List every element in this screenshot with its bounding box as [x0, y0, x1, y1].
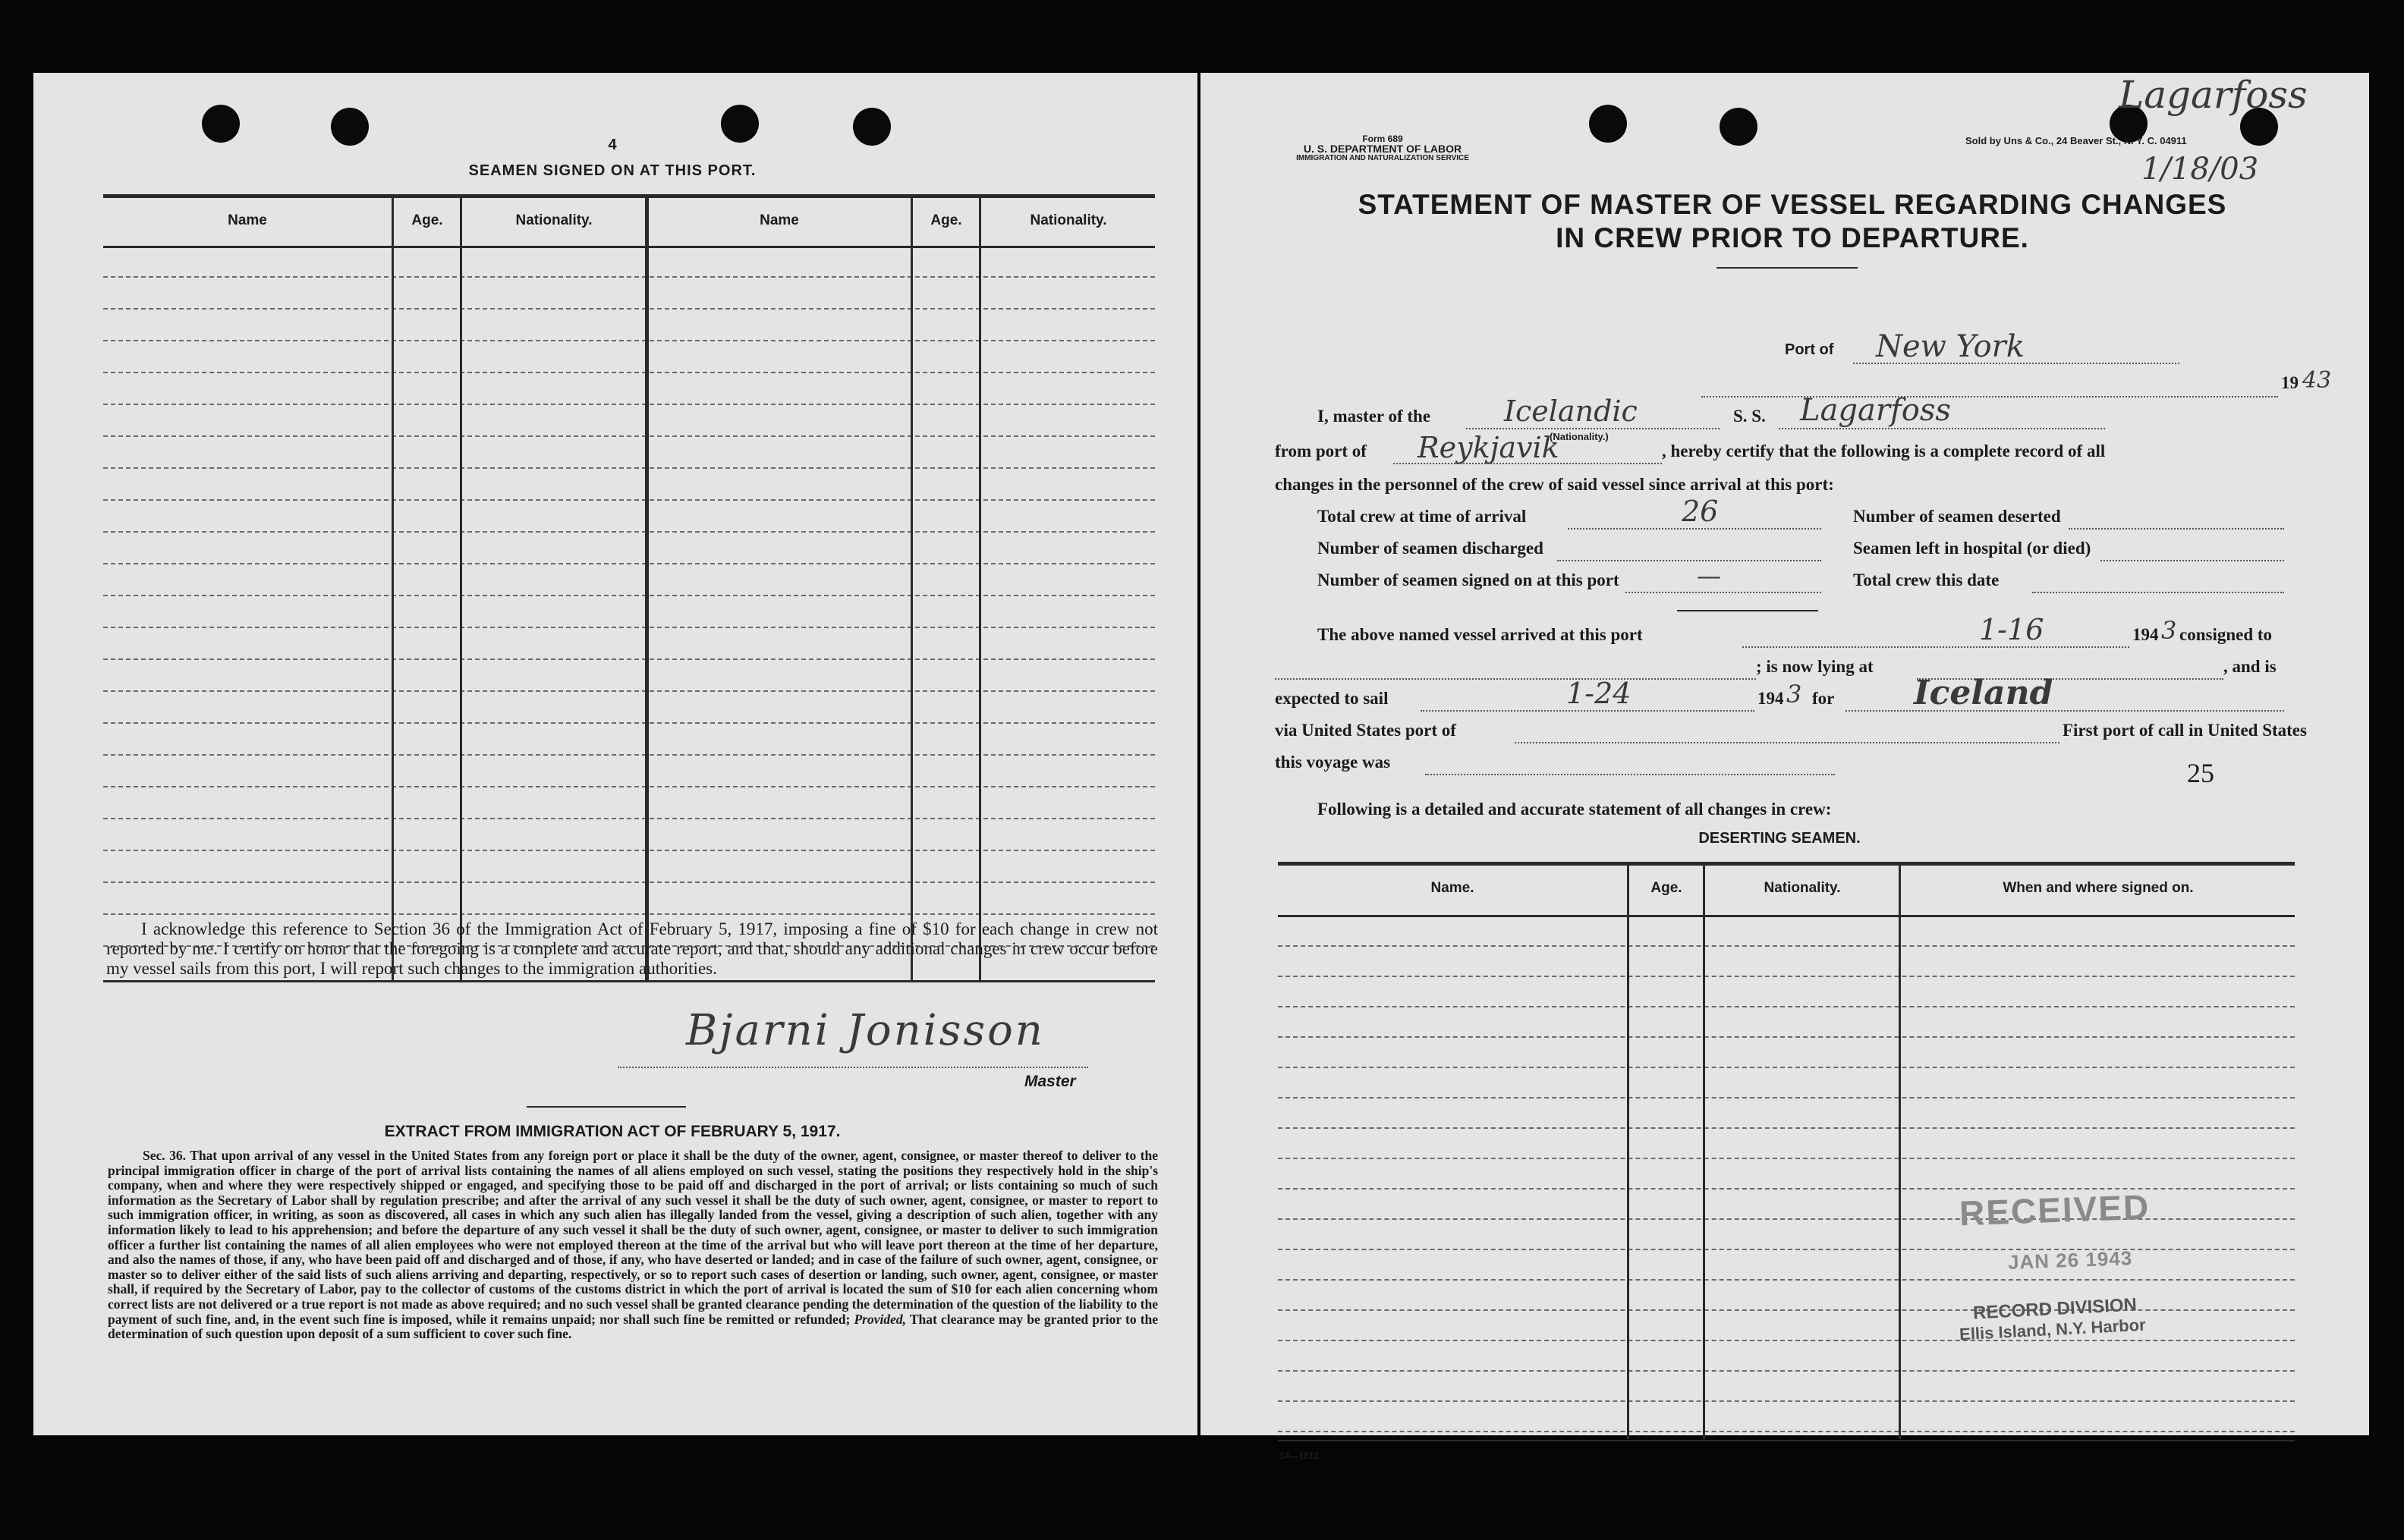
form-number: Form 689 [1362, 134, 1403, 144]
signed-on-title: SEAMEN SIGNED ON AT THIS PORT. [468, 162, 757, 179]
page-number: 4 [608, 137, 617, 153]
table-row [1278, 1340, 2295, 1341]
proviso-body: That clearance may be granted prior to the determination of such question upon deposit of a sum sufficient to cover such fine. [108, 1311, 1159, 1342]
signed-on-label: Number of seamen signed on at this port [1317, 570, 1619, 589]
received-stamp-date: JAN 26 1943 [2007, 1246, 2133, 1274]
table-row [1278, 1036, 2295, 1038]
voyage-label: this voyage was [1275, 753, 1391, 772]
master-signature: Bjarni Jonisson [686, 1006, 1045, 1055]
discharged-field[interactable] [1557, 539, 1821, 561]
and-is-label: , and is [2223, 657, 2277, 676]
voyage-field[interactable] [1425, 753, 1835, 775]
from-port-value: Reykjavik [1418, 431, 1559, 464]
table-row [103, 818, 1155, 819]
total-crew-arrival-label: Total crew at time of arrival [1317, 507, 1527, 526]
arrived-label: The above named vessel arrived at this port [1317, 625, 1643, 644]
master-of-label: I, master of the [1317, 407, 1431, 426]
table-row [1278, 1431, 2295, 1432]
ellis-island-stamp: Ellis Island, N.Y. Harbor [1959, 1315, 2147, 1344]
port-of-label: Port of [1785, 341, 1834, 358]
left-page [33, 73, 1197, 1435]
following-text: Following is a detailed and accurate statement of all changes in crew: [1317, 800, 1832, 819]
changes-text: changes in the personnel of the crew of said vessel since arrival at this port: [1275, 475, 1834, 494]
table-row [103, 627, 1155, 628]
column-header-nationality: Nationality. [515, 212, 593, 228]
date-field[interactable] [1701, 375, 2278, 398]
lying-label: ; is now lying at [1756, 657, 1874, 676]
deserting-title: DESERTING SEAMEN. [1698, 830, 1861, 847]
table-row [1278, 1067, 2295, 1068]
desert-header-nationality: Nationality. [1764, 880, 1841, 896]
received-stamp: RECEIVED [1959, 1186, 2151, 1234]
table-row [103, 754, 1155, 756]
column-header-name: Name [228, 212, 267, 228]
arrived-year-prefix: 194 [2132, 625, 2159, 644]
table-row [103, 595, 1155, 596]
table-row [1278, 1006, 2295, 1007]
form-title [1231, 188, 2354, 255]
table-row [1278, 976, 2295, 977]
table-row [1278, 1158, 2295, 1159]
signed-on-value: — [1697, 561, 1721, 590]
stamped-number: 25 [2187, 758, 2214, 788]
record-division-stamp: RECORD DIVISION [1972, 1294, 2138, 1324]
extract-title: EXTRACT FROM IMMIGRATION ACT OF FEBRUARY 5, 1917. [384, 1123, 841, 1140]
table-row [103, 882, 1155, 883]
section-label: Sec. 36. [143, 1148, 186, 1163]
column-header-age: Age. [930, 212, 962, 228]
consigned-label: consigned to [2179, 625, 2273, 644]
section-36-text [108, 1149, 1158, 1342]
arrived-date-value: 1-16 [1979, 613, 2044, 646]
sail-year-prefix: 194 [1757, 689, 1784, 708]
column-header-nationality: Nationality. [1030, 212, 1107, 228]
expected-label: expected to sail [1275, 689, 1389, 708]
hospital-label: Seamen left in hospital (or died) [1853, 539, 2091, 558]
handwritten-vessel-name: Lagarfoss [2119, 73, 2308, 117]
total-crew-arrival-value: 26 [1682, 495, 1719, 528]
signed-on-field[interactable] [1625, 570, 1821, 593]
desert-header-age: Age. [1650, 880, 1682, 896]
title-line-1: STATEMENT OF MASTER OF VESSEL REGARDING CHANGES [1358, 189, 2227, 220]
table-row [1278, 1249, 2295, 1250]
port-of-value: New York [1876, 329, 2025, 364]
ss-label: S. S. [1733, 407, 1766, 426]
footer-code: 14—1613 [1279, 1450, 1320, 1461]
table-row [103, 786, 1155, 787]
table-row [103, 404, 1155, 405]
desert-header-name: Name. [1430, 880, 1474, 896]
sail-date-value: 1-24 [1566, 677, 1632, 710]
title-line-2: IN CREW PRIOR TO DEPARTURE. [1556, 222, 2029, 253]
table-row [1278, 1400, 2295, 1402]
table-row [1278, 945, 2295, 947]
nationality-value: Icelandic [1504, 394, 1638, 428]
destination-value: Iceland [1914, 674, 2053, 712]
table-row [103, 722, 1155, 724]
table-row [1278, 1127, 2295, 1129]
table-row [1278, 1279, 2295, 1281]
certify-text: , hereby certify that the following is a complete record of all [1662, 442, 2106, 460]
consignee-field[interactable] [1275, 657, 1756, 680]
form-header [1246, 135, 1519, 162]
deserted-label: Number of seamen deserted [1853, 507, 2061, 526]
proviso-label: Provided, [854, 1311, 906, 1327]
table-row [103, 658, 1155, 660]
via-port-field[interactable] [1515, 721, 2059, 743]
desert-header-signed-on: When and where signed on. [2003, 880, 2194, 896]
section-body: That upon arrival of any vessel in the United States from any foreign port or place it shall be the duty of the owner, agent, consignee, or master thereof to deliver to the principal immigration officer in charge of the port of arrival lists containing the names of all aliens employed on such vessel, stating the positions they respectively hold in the ship's company, when and where they were respectively shipped or engaged, and specifying those to be paid off and discharged in the port of arrival; or lists containing so much of such information as the Secretary of Labor shall by regulation prescribe; and after the arrival of any such vessel it shall be the duty of such owner, agent, consignee, or master to report to such immigration officer, in writing, as soon as discovered, all cases in which any such alien has illegally landed from the vessel, giving a description of such alien, together with any information likely to lead to his apprehension; and before the departure of any such vessel it shall be the duty of such owner, agent, consignee, or master to deliver to such immigration officer a further list containing the names of all alien employees who were not employed thereon at the time of the arrival but who will leave port thereon at the time of her departure, and also the names of those, if any, who have been paid off and discharged and of those, if any, who have deserted or landed; and in case of the failure of such owner, agent, consignee, or master so to deliver either of the said lists of such aliens arriving and departing, respectively, or so to report such cases of desertion or landing, such owner, agent, consignee, or master shall, if required by the Secretary of Labor, pay to the collector of customs of the customs district in which the port of arrival is located the sum of $10 for each alien concerning whom correct lists are not delivered or a true report is not made as above required; and no such vessel shall be granted clearance pending the determination of the question of the liability to the payment of such fine, and, in the event such fine is imposed, while it remains unpaid; nor shall such fine be remitted or refunded; [108, 1148, 1158, 1327]
sail-year-value: 3 [1786, 680, 1802, 709]
from-port-label: from port of [1275, 442, 1367, 460]
table-row [1278, 1097, 2295, 1098]
right-page [1200, 73, 2369, 1461]
acknowledgment-paragraph: I acknowledge this reference to Section 36 of the Immigration Act of February 5, 1917, imposing a fine of $10 for each change in crew not reported by me. I certify on honor that the foregoing is a complete and accurate report, and that, should any additional changes in crew occur before my vessel sails from this port, I will report such changes to the immigration authorities. [106, 919, 1158, 978]
table-row [103, 913, 1155, 915]
total-crew-date-field[interactable] [2032, 570, 2284, 593]
arrived-year-value: 3 [2161, 616, 2177, 645]
via-label: via United States port of [1275, 721, 1456, 740]
year-prefix: 19 [2281, 373, 2299, 392]
table-row [103, 690, 1155, 692]
table-row [103, 531, 1155, 533]
table-row [103, 499, 1155, 501]
table-row [103, 372, 1155, 373]
table-row [103, 308, 1155, 310]
for-label: for [1812, 689, 1835, 708]
column-header-name: Name [760, 212, 799, 228]
table-row [103, 340, 1155, 341]
table-row [103, 276, 1155, 278]
vessel-value: Lagarfoss [1800, 393, 1951, 428]
service-label: IMMIGRATION AND NATURALIZATION SERVICE [1296, 154, 1469, 162]
arrived-date-field[interactable] [1742, 625, 2129, 648]
deserted-field[interactable] [2069, 507, 2284, 530]
total-crew-date-label: Total crew this date [1853, 570, 2000, 589]
table-row [103, 467, 1155, 469]
year-value: 43 [2302, 367, 2332, 394]
first-port-label: First port of call in United States [2063, 721, 2307, 740]
table-row [103, 850, 1155, 851]
printer-credit: Sold by Uns & Co., 24 Beaver St., N. Y. C. 04911 [1965, 135, 2187, 146]
master-label: Master [1024, 1073, 1076, 1090]
hospital-field[interactable] [2100, 539, 2284, 561]
handwritten-date: 1/18/03 [2141, 152, 2259, 187]
department-label: U. S. DEPARTMENT OF LABOR [1303, 143, 1462, 155]
punch-hole [1589, 105, 1627, 143]
table-row [1278, 1309, 2295, 1311]
destination-field[interactable] [1845, 689, 2284, 712]
discharged-label: Number of seamen discharged [1317, 539, 1543, 558]
column-header-age: Age. [411, 212, 443, 228]
punch-hole [1720, 108, 1757, 146]
table-row [103, 563, 1155, 564]
table-row [103, 435, 1155, 437]
table-row [1278, 1370, 2295, 1372]
nationality-caption: (Nationality.) [1550, 431, 1609, 442]
